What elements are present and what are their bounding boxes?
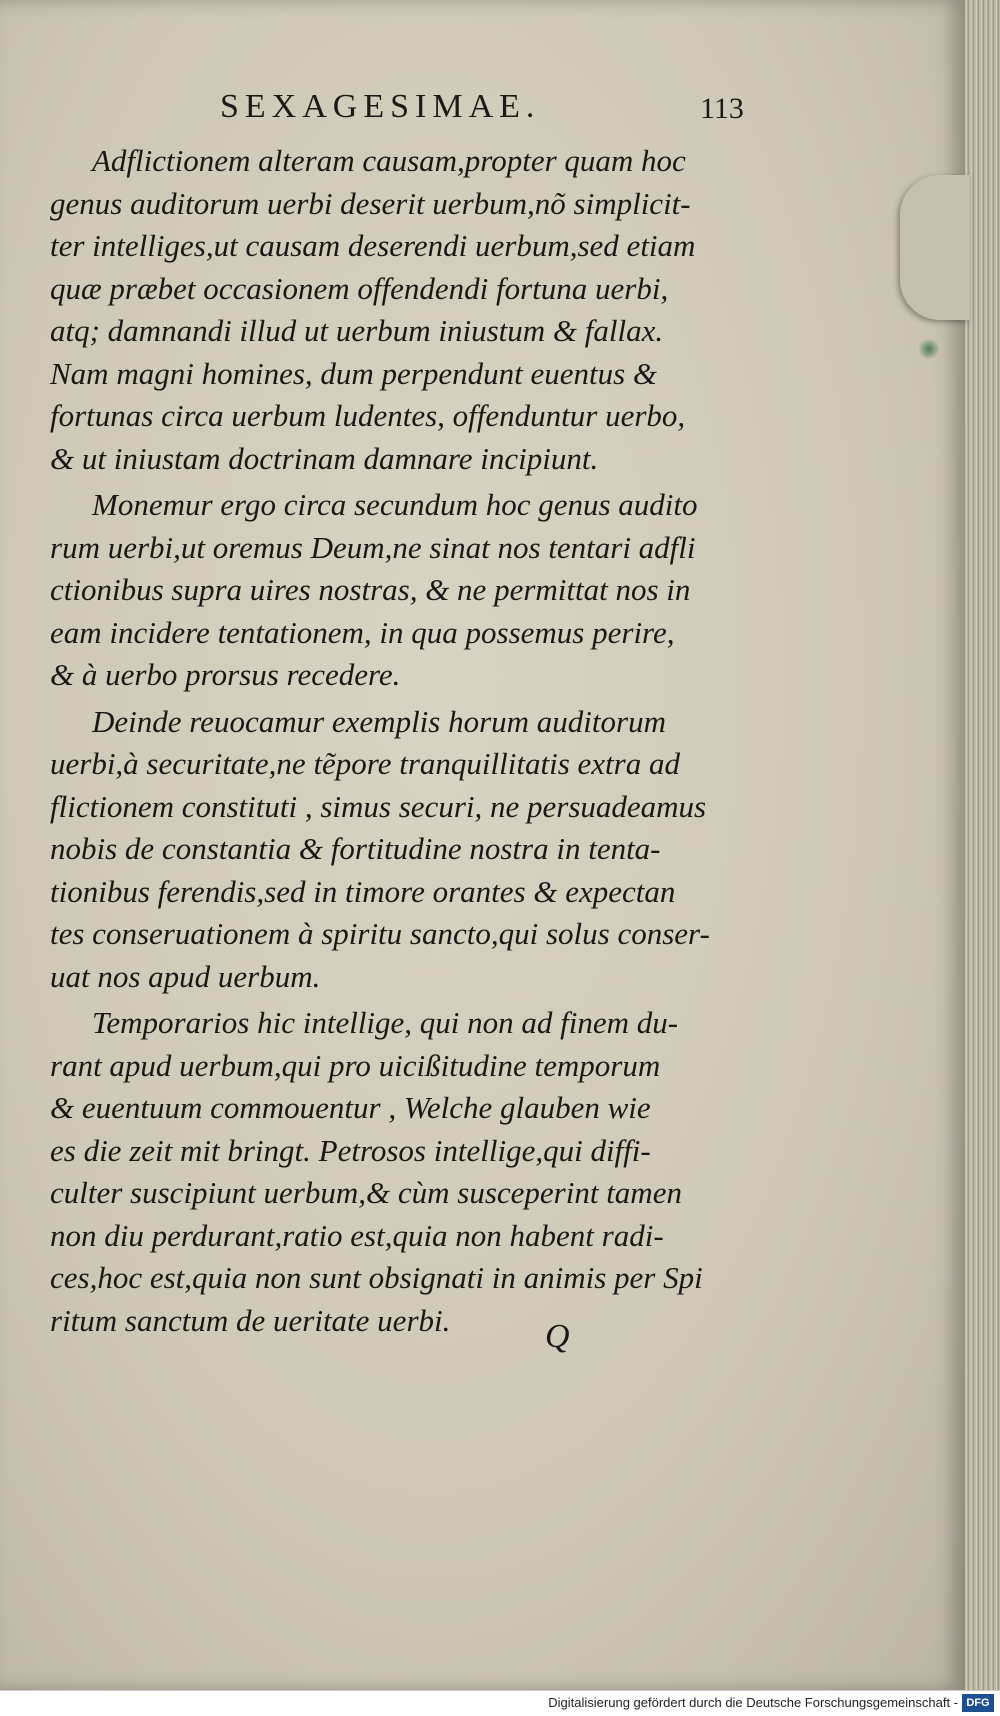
text-line: quæ præbet occasionem offendendi fortuna uerbi, bbox=[50, 270, 669, 306]
text-line: Temporarios hic intellige, qui non ad finem du- bbox=[92, 1005, 679, 1040]
text-line: eam incidere tentationem, in qua possemus perire, bbox=[50, 614, 675, 650]
text-line: culter suscipiunt uerbum,& cùm susceperint tamen bbox=[50, 1175, 682, 1210]
text-line: & ut iniustam doctrinam damnare incipiunt. bbox=[50, 440, 599, 476]
running-head: SEXAGESIMAE. bbox=[220, 88, 541, 125]
text-line: atq; damnandi illud ut uerbum iniustum & fallax. bbox=[50, 313, 664, 348]
text-line: uerbi,à securitate,ne tẽpore tranquillitatis extra ad bbox=[50, 746, 680, 781]
text-line: es die zeit mit bringt. Petrosos intellige,qui diffi- bbox=[50, 1132, 651, 1168]
funding-credit: Digitalisierung gefördert durch die Deutsche Forschungsgemeinschaft - bbox=[548, 1695, 958, 1710]
footer-bar bbox=[0, 1690, 1000, 1716]
text-line: non diu perdurant,ratio est,quia non habent radi- bbox=[50, 1217, 664, 1253]
text-line: & euentuum commouentur , Welche glauben wie bbox=[50, 1090, 651, 1125]
text-line: Nam magni homines, dum perpendunt euentus & bbox=[50, 355, 658, 391]
text-line: nobis de constantia & fortitudine nostra in tenta- bbox=[50, 831, 661, 866]
text-line: fortunas circa uerbum ludentes, offenduntur uerbo, bbox=[50, 398, 686, 433]
body-text bbox=[50, 140, 740, 1346]
paragraph-4 bbox=[50, 1002, 740, 1342]
text-line: flictionem constituti , simus securi, ne persuadeamus bbox=[50, 788, 707, 824]
text-line: ces,hoc est,quia non sunt obsignati in animis per Spi bbox=[50, 1260, 703, 1295]
dfg-logo-icon: DFG bbox=[962, 1694, 994, 1712]
paper-stain bbox=[918, 338, 940, 360]
text-line: tes conseruationem à spiritu sancto,qui solus conser- bbox=[50, 916, 710, 951]
text-line: ritum sanctum de ueritate uerbi. bbox=[50, 1302, 451, 1338]
paragraph-1 bbox=[50, 140, 740, 480]
text-line: Deinde reuocamur exemplis horum auditorum bbox=[92, 703, 666, 739]
catchword: Q bbox=[545, 1318, 570, 1355]
text-line: rant apud uerbum,qui pro uicißitudine temporum bbox=[50, 1047, 661, 1083]
page-number: 113 bbox=[700, 92, 744, 125]
paragraph-3 bbox=[50, 701, 740, 999]
text-line: Monemur ergo circa secundum hoc genus audito bbox=[92, 487, 698, 522]
text-line: uat nos apud uerbum. bbox=[50, 958, 321, 994]
text-line: ctionibus supra uires nostras, & ne permittat nos in bbox=[50, 572, 691, 607]
text-line: tionibus ferendis,sed in timore orantes & expectan bbox=[50, 873, 676, 909]
paragraph-2 bbox=[50, 484, 740, 697]
bookmark-tab bbox=[900, 175, 970, 320]
text-line: genus auditorum uerbi deserit uerbum,nõ simplicit- bbox=[50, 185, 691, 221]
text-line: rum uerbi,ut oremus Deum,ne sinat nos tentari adfli bbox=[50, 529, 696, 565]
text-line: & à uerbo prorsus recedere. bbox=[50, 657, 401, 692]
text-line: Adflictionem alteram causam,propter quam hoc bbox=[92, 143, 686, 178]
text-line: ter intelliges,ut causam deserendi uerbum,sed etiam bbox=[50, 228, 696, 263]
